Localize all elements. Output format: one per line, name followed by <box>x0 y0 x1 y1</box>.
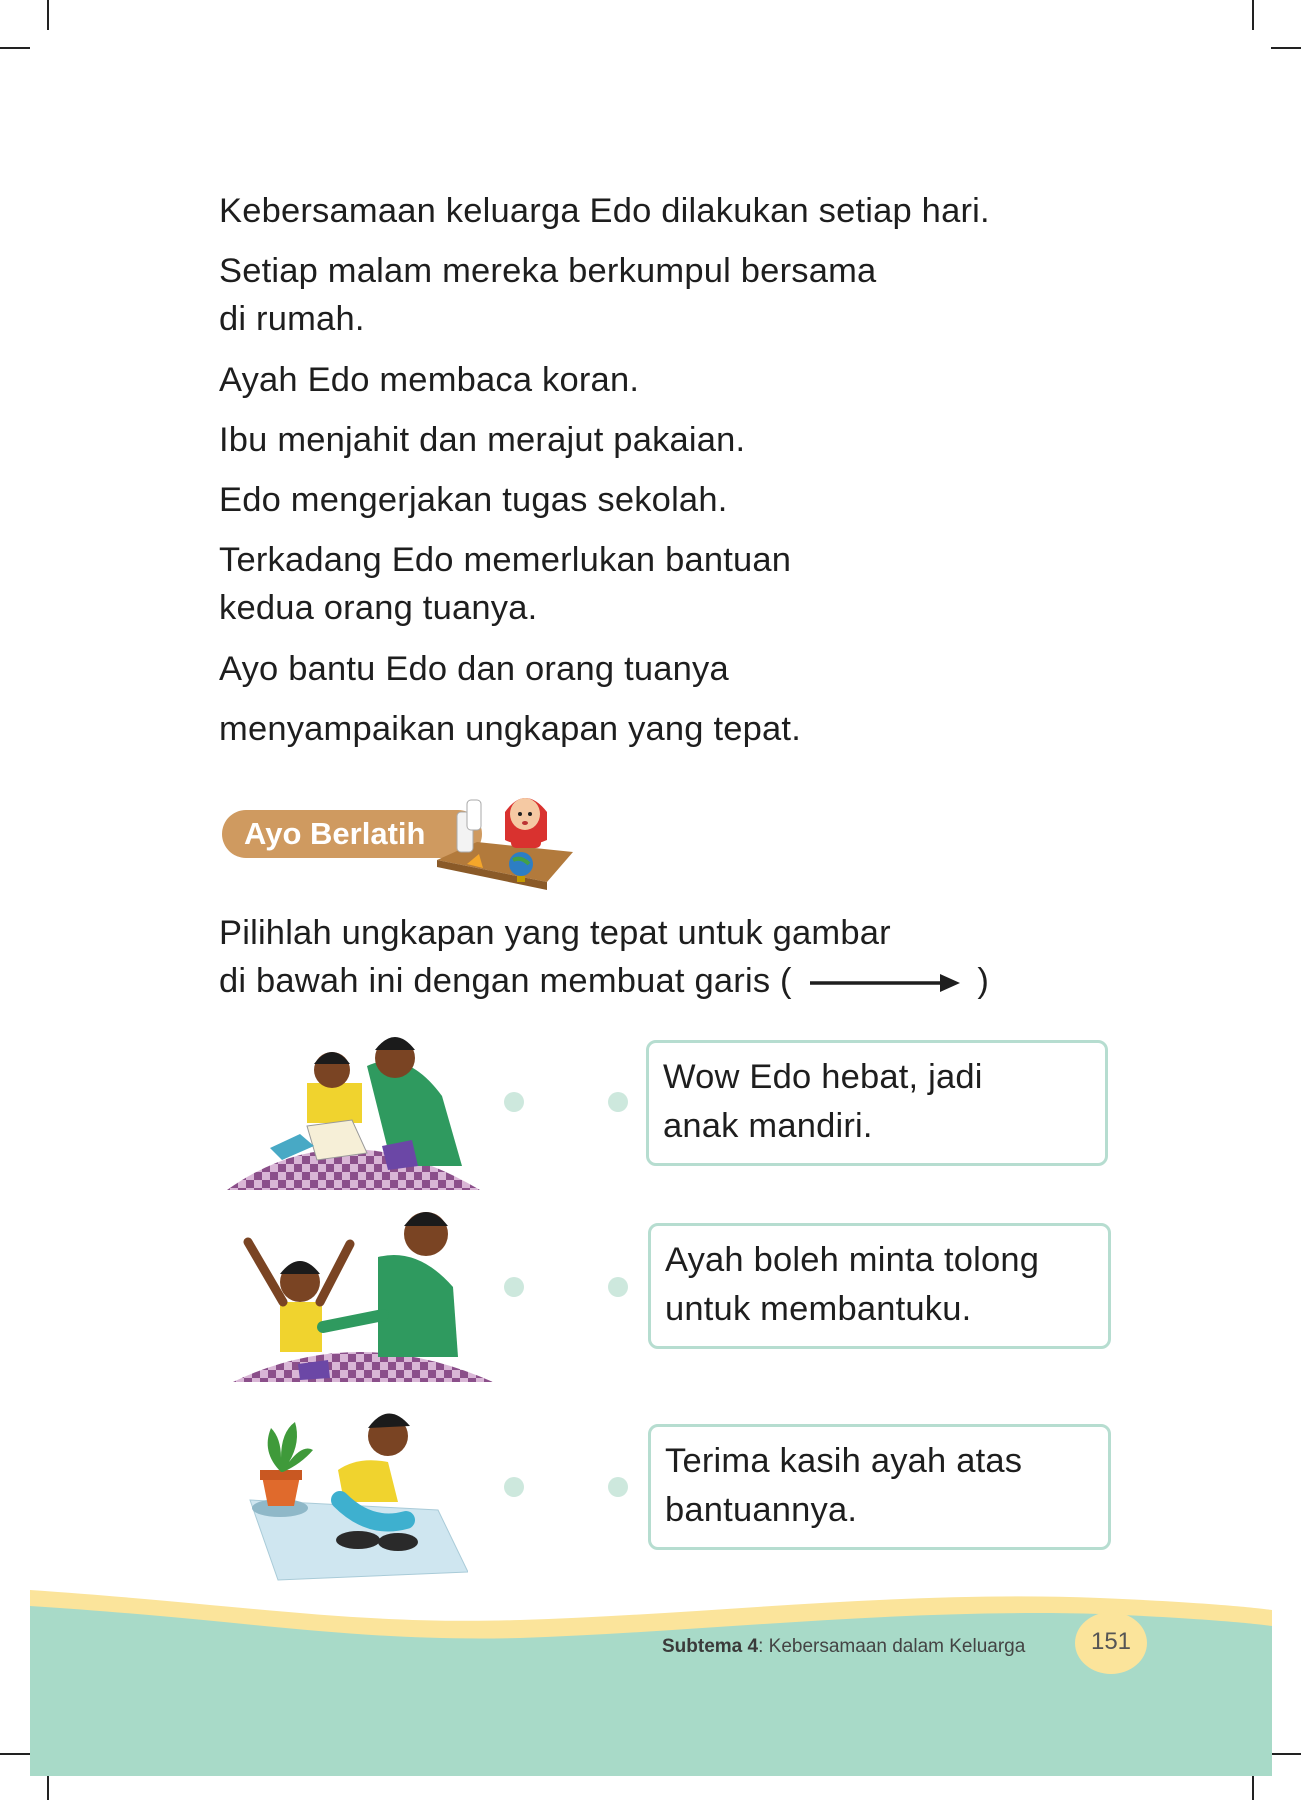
page-number: 151 <box>1090 1628 1132 1655</box>
story-paragraph <box>219 187 990 235</box>
story-line: di rumah. <box>219 300 365 338</box>
father-helping-homework-illustration <box>222 1028 484 1193</box>
option-text: untuk membantuku. <box>665 1290 972 1328</box>
story-line: Setiap malam mereka berkumpul bersama <box>219 252 877 290</box>
option-text: bantuannya. <box>665 1491 858 1529</box>
option-text: anak mandiri. <box>663 1107 873 1145</box>
option-text: Ayah boleh minta tolong <box>665 1241 1040 1279</box>
crop-mark <box>1252 0 1254 30</box>
match-dot-right[interactable] <box>608 1477 628 1497</box>
story-line: menyampaikan ungkapan yang tepat. <box>219 710 801 748</box>
option-text: Wow Edo hebat, jadi <box>663 1058 983 1096</box>
match-dot-left[interactable] <box>504 1277 524 1297</box>
story-paragraph <box>219 247 876 343</box>
story-line: Terkadang Edo memerlukan bantuan <box>219 541 792 579</box>
instruction <box>219 909 989 1005</box>
option-box[interactable] <box>646 1040 1108 1166</box>
story-line: Ibu menjahit dan merajut pakaian. <box>219 421 746 459</box>
story-paragraph <box>219 356 639 404</box>
arrow-icon <box>806 970 964 996</box>
instruction-line <box>219 957 989 1005</box>
footer-wave <box>0 1580 1301 1776</box>
story-line: kedua orang tuanya. <box>219 589 538 627</box>
story-paragraph <box>219 536 791 632</box>
option-text: Terima kasih ayah atas <box>665 1442 1023 1480</box>
story-paragraph <box>219 476 728 524</box>
instruction-line: Pilihlah ungkapan yang tepat untuk gambar <box>219 914 891 952</box>
footer-subtheme <box>662 1636 1025 1658</box>
instruction-line-text: di bawah ini dengan membuat garis ( <box>219 962 792 1000</box>
edo-tying-shoes-illustration <box>248 1400 468 1585</box>
option-box[interactable] <box>648 1424 1111 1550</box>
student-at-desk-illustration <box>437 772 577 897</box>
section-badge-label: Ayo Berlatih <box>244 816 426 851</box>
footer-subtheme-label: Subtema 4 <box>662 1636 759 1657</box>
match-dot-left[interactable] <box>504 1092 524 1112</box>
page-number-badge <box>1075 1612 1147 1674</box>
story-line: Ayah Edo membaca koran. <box>219 361 640 399</box>
crop-mark <box>47 0 49 30</box>
crop-mark <box>1271 47 1301 49</box>
edo-cheering-illustration <box>228 1202 498 1387</box>
story-paragraph <box>219 705 801 753</box>
match-dot-right[interactable] <box>608 1092 628 1112</box>
story-line: Kebersamaan keluarga Edo dilakukan setiap hari. <box>219 192 990 230</box>
story-line: Edo mengerjakan tugas sekolah. <box>219 481 728 519</box>
match-dot-left[interactable] <box>504 1477 524 1497</box>
match-dot-right[interactable] <box>608 1277 628 1297</box>
option-box[interactable] <box>648 1223 1111 1349</box>
story-line: Ayo bantu Edo dan orang tuanya <box>219 650 729 688</box>
instruction-line-text: ) <box>977 962 990 1000</box>
story-paragraph <box>219 416 745 464</box>
footer-subtheme-title: : Kebersamaan dalam Keluarga <box>758 1636 1026 1657</box>
crop-mark <box>0 47 30 49</box>
story-paragraph <box>219 645 729 693</box>
